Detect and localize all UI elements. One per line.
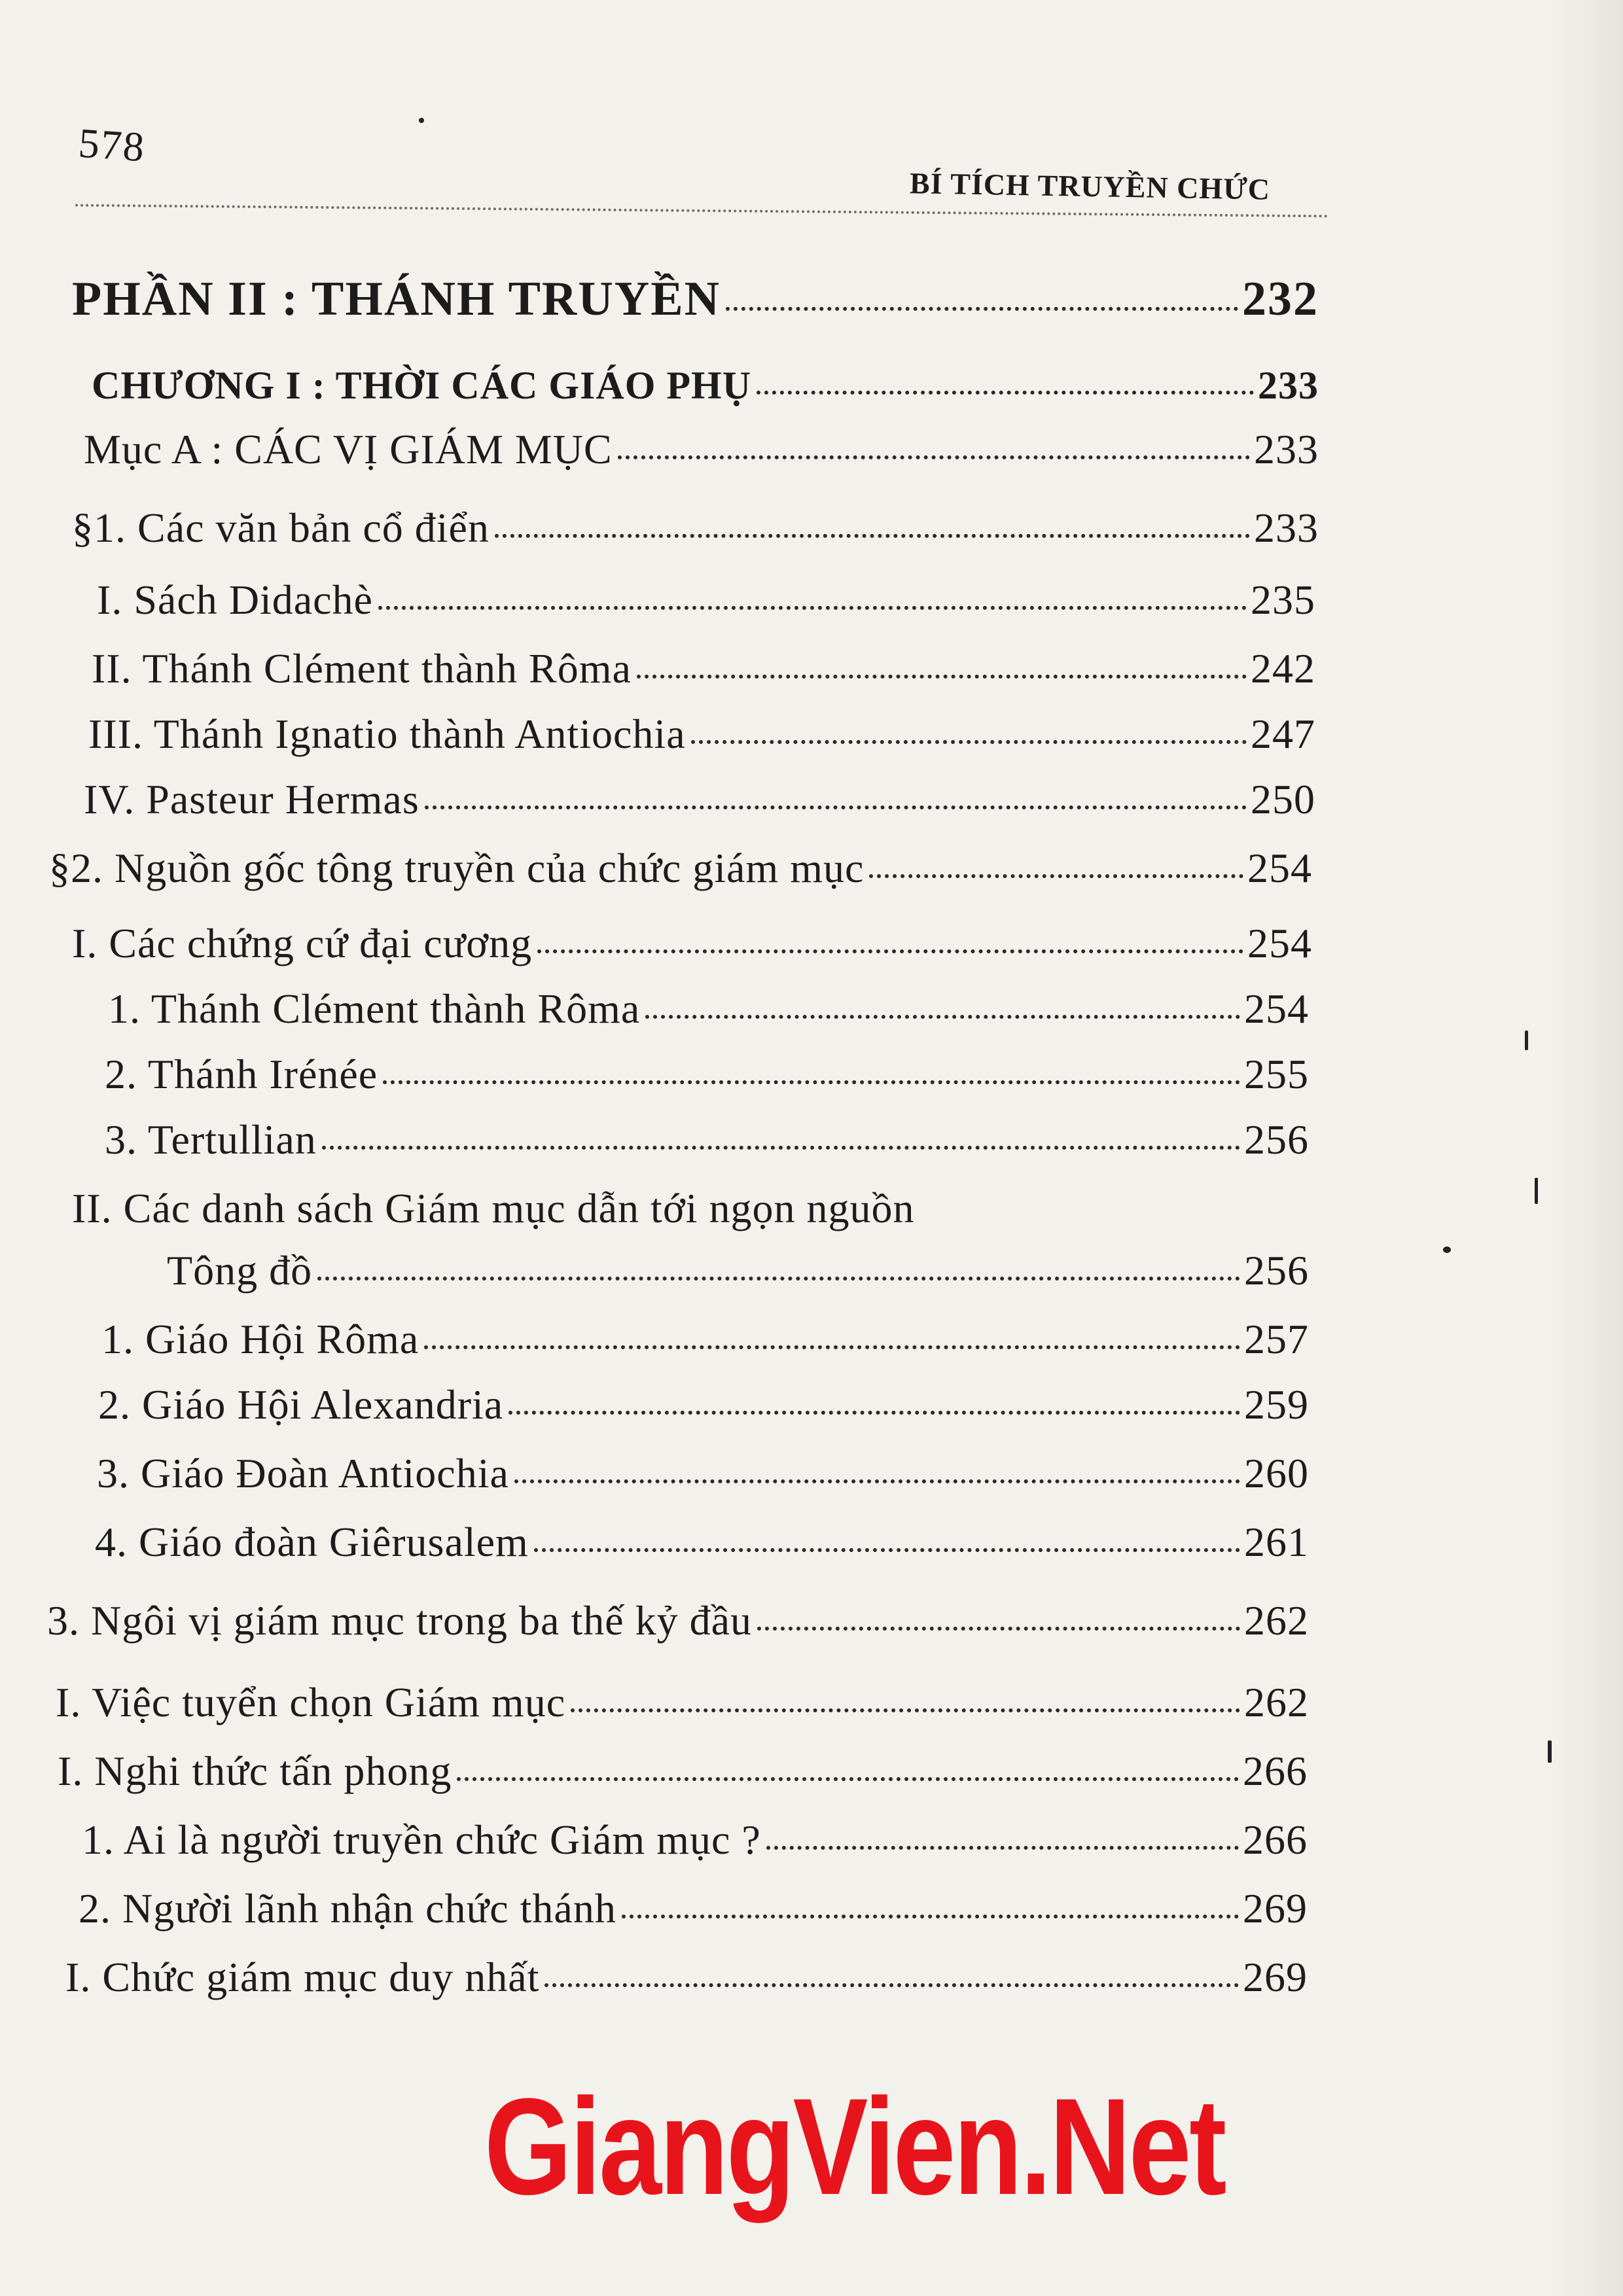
scan-speck xyxy=(1535,1178,1538,1204)
dot-leader xyxy=(495,534,1250,538)
toc-entry-page: 262 xyxy=(1244,1597,1309,1644)
toc-entry-title: 4. Giáo đoàn Giêrusalem xyxy=(95,1519,529,1565)
dot-leader xyxy=(514,1479,1240,1483)
toc-entry xyxy=(101,1315,1309,1364)
toc-entry-title: I. Nghi thức tấn phong xyxy=(58,1748,452,1794)
toc-entry-title: 1. Giáo Hội Rôma xyxy=(101,1316,419,1362)
toc-entry-page: 256 xyxy=(1244,1116,1309,1163)
toc-entry xyxy=(79,1884,1308,1933)
toc-entry-title: PHẦN II : THÁNH TRUYỀN xyxy=(72,272,721,326)
toc-entry-page: 233 xyxy=(1258,364,1319,407)
toc-entry xyxy=(72,919,1312,968)
toc-entry-title: 1. Thánh Clément thành Rôma xyxy=(108,985,641,1032)
toc-entry-title: §2. Nguồn gốc tông truyền của chức giám mục xyxy=(49,845,865,891)
toc-entry xyxy=(82,1816,1308,1864)
dot-leader xyxy=(508,1411,1240,1415)
dot-leader xyxy=(757,391,1254,395)
dot-leader xyxy=(757,1627,1240,1631)
dot-leader xyxy=(571,1708,1240,1712)
dot-leader xyxy=(424,1345,1240,1349)
toc-part-heading xyxy=(72,272,1319,327)
toc-entry-page: 254 xyxy=(1247,920,1312,966)
dot-leader xyxy=(691,740,1247,744)
toc-entry xyxy=(58,1747,1308,1795)
toc-entry-title: II. Thánh Clément thành Rôma xyxy=(92,645,632,692)
toc-entry-page: 247 xyxy=(1251,711,1315,757)
toc-entry-title: §1. Các văn bản cổ điển xyxy=(72,504,490,551)
dot-leader xyxy=(425,805,1247,809)
dot-leader xyxy=(383,1080,1240,1084)
watermark-text: GiangVien.Net xyxy=(484,2070,1225,2223)
scan-speck xyxy=(419,118,424,123)
dot-leader xyxy=(457,1777,1239,1781)
toc-entry-page: 254 xyxy=(1244,985,1309,1032)
toc-entry-page: 269 xyxy=(1243,1885,1308,1932)
dot-leader xyxy=(766,1846,1239,1850)
toc-entry xyxy=(88,710,1315,758)
dot-leader xyxy=(317,1277,1240,1280)
toc-entry xyxy=(108,985,1309,1033)
toc-entry-page: 260 xyxy=(1244,1450,1309,1496)
toc-entry-title: I. Sách Didachè xyxy=(97,576,373,623)
toc-entry xyxy=(72,504,1319,552)
toc-chapter-heading xyxy=(92,363,1319,408)
toc-entry-page: 269 xyxy=(1243,1954,1308,2000)
toc-entry-title: I. Các chứng cứ đại cương xyxy=(72,920,533,966)
toc-entry-page: 232 xyxy=(1242,272,1319,326)
dot-leader xyxy=(618,455,1250,459)
toc-entry-title: Mục A : CÁC VỊ GIÁM MỤC xyxy=(84,426,613,472)
toc-entry-title: 3. Tertullian xyxy=(105,1116,317,1163)
toc-entry-title: Tông đồ xyxy=(167,1247,313,1294)
toc-entry xyxy=(56,1678,1309,1727)
scan-speck xyxy=(1525,1031,1528,1050)
toc-entry-page: 233 xyxy=(1254,426,1319,472)
dot-leader xyxy=(544,1983,1239,1987)
toc-entry-page: 254 xyxy=(1247,845,1312,891)
toc-entry-title-line: II. Các danh sách Giám mục dẫn tới ngọn nguồn xyxy=(72,1185,915,1231)
running-head: BÍ TÍCH TRUYỀN CHỨC xyxy=(909,166,1271,206)
dot-leader xyxy=(622,1915,1239,1918)
toc-entry-page: 255 xyxy=(1244,1051,1309,1097)
toc-entry-title: 2. Giáo Hội Alexandria xyxy=(98,1381,504,1428)
dot-leader xyxy=(869,874,1243,878)
toc-entry-page: 259 xyxy=(1244,1381,1309,1428)
toc-entry-title: 3. Giáo Đoàn Antiochia xyxy=(97,1450,509,1496)
toc-entry-page: 266 xyxy=(1243,1816,1308,1863)
toc-entry-title: IV. Pasteur Hermas xyxy=(84,776,419,822)
toc-entry xyxy=(95,1518,1309,1566)
dot-leader xyxy=(378,606,1247,610)
toc-entry-title: I. Chức giám mục duy nhất xyxy=(65,1954,540,2000)
toc-entry xyxy=(105,1050,1309,1099)
toc-entry-page: 235 xyxy=(1251,576,1315,623)
toc-entry xyxy=(65,1953,1308,2002)
toc-entry-page: 256 xyxy=(1244,1247,1309,1294)
toc-entry-title: 1. Ai là người truyền chức Giám mục ? xyxy=(82,1816,761,1863)
toc-entry xyxy=(84,775,1315,824)
dot-leader xyxy=(537,949,1243,953)
scan-speck xyxy=(1548,1740,1552,1763)
scan-speck xyxy=(1443,1246,1451,1253)
toc-entry-page: 233 xyxy=(1254,504,1319,551)
dot-leader xyxy=(645,1015,1240,1019)
toc-entry xyxy=(105,1116,1309,1164)
toc-entry-page: 261 xyxy=(1244,1519,1309,1565)
dot-leader xyxy=(726,307,1238,311)
toc-entry xyxy=(84,425,1319,474)
toc-entry xyxy=(97,1449,1309,1498)
toc-entry-title: III. Thánh Ignatio thành Antiochia xyxy=(88,711,686,757)
toc-entry-title: I. Việc tuyển chọn Giám mục xyxy=(56,1679,566,1725)
toc-entry-page: 250 xyxy=(1251,776,1315,822)
dot-leader xyxy=(637,675,1247,679)
dot-leader xyxy=(534,1548,1240,1552)
toc-entry-page: 242 xyxy=(1251,645,1315,692)
toc-entry xyxy=(98,1381,1309,1429)
toc-entry-page: 266 xyxy=(1243,1748,1308,1794)
page-number: 578 xyxy=(77,119,147,171)
toc-entry-title: 3. Ngôi vị giám mục trong ba thế kỷ đầu xyxy=(47,1597,753,1644)
toc-entry-page: 262 xyxy=(1244,1679,1309,1725)
toc-entry-page: 257 xyxy=(1244,1316,1309,1362)
toc-entry xyxy=(92,645,1315,693)
toc-entry xyxy=(167,1246,1309,1295)
dot-leader xyxy=(322,1146,1240,1150)
toc-entry xyxy=(47,1597,1309,1645)
toc-entry-title: CHƯƠNG I : THỜI CÁC GIÁO PHỤ xyxy=(92,364,752,407)
toc-entry xyxy=(49,844,1312,892)
toc-entry xyxy=(97,576,1315,624)
toc-entry-title: 2. Thánh Irénée xyxy=(105,1051,378,1097)
toc-entry-title: 2. Người lãnh nhận chức thánh xyxy=(79,1885,616,1932)
